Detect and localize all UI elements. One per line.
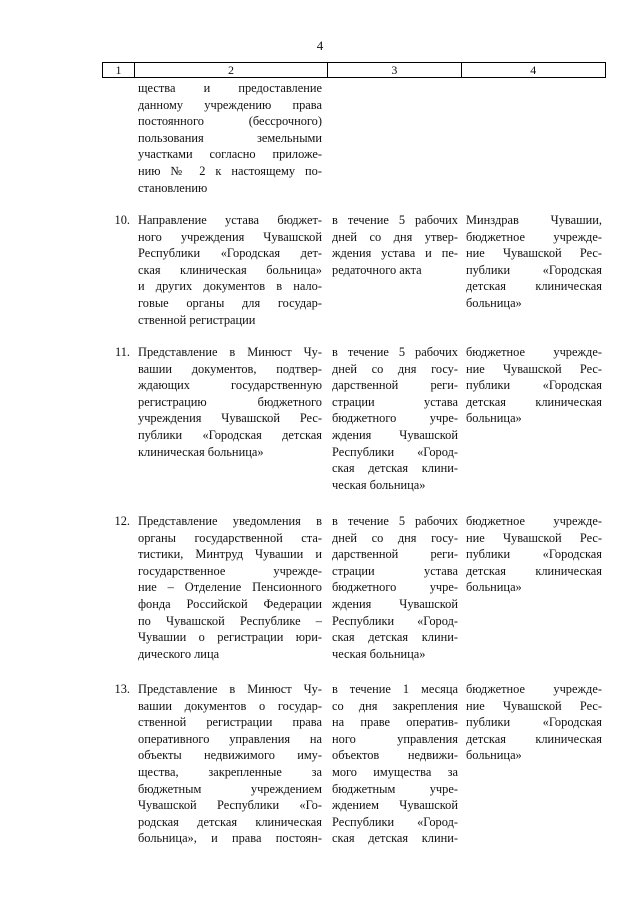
text-line: данному учреждению права bbox=[138, 97, 322, 112]
row-responsible bbox=[466, 681, 602, 764]
text-line: ние Чувашской Рес- bbox=[466, 530, 602, 545]
row-number: 12. bbox=[114, 514, 130, 528]
row-deadline bbox=[332, 212, 458, 278]
text-line: в течение 5 рабочих bbox=[332, 213, 458, 227]
text-line: пользования земельными bbox=[138, 130, 322, 145]
text-line: ская клиническая больница» bbox=[138, 262, 322, 277]
text-line: публики «Городская bbox=[466, 715, 602, 730]
text-line: больница», и права постоян- bbox=[138, 831, 322, 846]
text-line: публики «Городская bbox=[466, 378, 602, 393]
text-line: объектов недвижи- bbox=[332, 748, 458, 763]
text-line: детская клиническая bbox=[466, 279, 602, 294]
text-line: фонда Российской Федерации bbox=[138, 596, 322, 611]
text-line: щества, закрепленные за bbox=[138, 764, 322, 779]
text-line: говые органы для государ- bbox=[138, 295, 322, 310]
text-line: публики «Городская bbox=[466, 547, 602, 562]
row-deadline bbox=[332, 681, 458, 847]
text-line: ние Чувашской Рес- bbox=[466, 361, 602, 376]
text-line: ственной регистрации bbox=[138, 312, 256, 327]
row-responsible bbox=[466, 212, 602, 312]
text-line: Республики «Город- bbox=[332, 444, 458, 459]
text-line: дней со дня госу- bbox=[332, 361, 458, 376]
row-number: 11. bbox=[114, 345, 130, 359]
row-deadline bbox=[332, 344, 458, 493]
header-col-1: 1 bbox=[103, 63, 135, 77]
text-line: больница» bbox=[466, 295, 522, 310]
text-line: Чувашской Республики «Го- bbox=[138, 798, 322, 813]
text-line: родская детская клиническая bbox=[138, 814, 322, 829]
text-line: Минздрав Чувашии, bbox=[466, 213, 602, 227]
text-line: постоянного (бессрочного) bbox=[138, 114, 322, 129]
text-line: на праве оператив- bbox=[332, 715, 458, 730]
row-responsible bbox=[466, 513, 602, 596]
row-number: 13. bbox=[114, 682, 130, 696]
text-line: по Чувашской Республике – bbox=[138, 613, 322, 628]
row-deadline bbox=[332, 513, 458, 662]
text-line: ние Чувашской Рес- bbox=[466, 698, 602, 713]
text-line: редаточного акта bbox=[332, 262, 422, 277]
text-line: Республики «Городская дет- bbox=[138, 246, 322, 261]
text-line: детская клиническая bbox=[466, 563, 602, 578]
text-line: публики «Городская bbox=[466, 262, 602, 277]
text-line: больница» bbox=[466, 580, 522, 595]
text-line: дарственной реги- bbox=[332, 547, 458, 562]
row-description bbox=[138, 212, 322, 328]
text-line: в течение 5 рабочих bbox=[332, 514, 458, 528]
text-line: со дня закрепления bbox=[332, 698, 458, 713]
text-line: учреждения Чувашской Рес- bbox=[138, 411, 322, 426]
text-line: Чувашии о регистрации юри- bbox=[138, 630, 322, 645]
continuation-description bbox=[138, 80, 322, 196]
text-line: страции устава bbox=[332, 563, 458, 578]
text-line: мого имущества за bbox=[332, 764, 458, 779]
text-line: нию № 2 к настоящему по- bbox=[138, 163, 322, 178]
text-line: органы государственной ста- bbox=[138, 530, 322, 545]
text-line: становлению bbox=[138, 180, 208, 195]
text-line: ская детская клини- bbox=[332, 630, 458, 645]
text-line: дарственной реги- bbox=[332, 378, 458, 393]
row-description bbox=[138, 344, 322, 460]
header-col-2: 2 bbox=[135, 63, 328, 77]
text-line: Республики «Город- bbox=[332, 613, 458, 628]
text-line: ждающих государственную bbox=[138, 378, 322, 393]
text-line: Представление в Минюст Чу- bbox=[138, 682, 322, 696]
text-line: ская детская клини- bbox=[332, 831, 458, 846]
text-line: детская клиническая bbox=[466, 394, 602, 409]
text-line: ческая больница» bbox=[332, 646, 426, 661]
text-line: вашии документов, подтвер- bbox=[138, 361, 322, 376]
text-line: бюджетным учреждением bbox=[138, 781, 322, 796]
text-line: тистики, Минтруд Чувашии и bbox=[138, 547, 322, 562]
text-line: бюджетное учрежде- bbox=[466, 514, 602, 528]
text-line: ние Чувашской Рес- bbox=[466, 246, 602, 261]
text-line: страции устава bbox=[332, 394, 458, 409]
text-line: ждения Чувашской bbox=[332, 596, 458, 611]
text-line: дического лица bbox=[138, 646, 220, 661]
text-line: больница» bbox=[466, 748, 522, 763]
text-line: бюджетного учре- bbox=[332, 411, 458, 426]
text-line: бюджетного учре- bbox=[332, 580, 458, 595]
text-line: ская детская клини- bbox=[332, 461, 458, 476]
text-line: клиническая больница» bbox=[138, 444, 264, 459]
text-line: ждения устава и пе- bbox=[332, 246, 458, 261]
row-description bbox=[138, 681, 322, 847]
page-number: 4 bbox=[316, 38, 324, 53]
text-line: детская клиническая bbox=[466, 731, 602, 746]
text-line: Республики «Город- bbox=[332, 814, 458, 829]
table-header-row bbox=[102, 62, 606, 78]
text-line: Направление устава бюджет- bbox=[138, 213, 322, 227]
row-responsible bbox=[466, 344, 602, 427]
text-line: и других документов в нало- bbox=[138, 279, 322, 294]
header-col-3: 3 bbox=[328, 63, 461, 77]
text-line: в течение 1 месяца bbox=[332, 682, 458, 696]
text-line: бюджетным учре- bbox=[332, 781, 458, 796]
text-line: государственное учрежде- bbox=[138, 563, 322, 578]
header-col-4: 4 bbox=[530, 63, 537, 77]
text-line: ждения Чувашской bbox=[332, 427, 458, 442]
row-number: 10. bbox=[114, 213, 130, 227]
text-line: участками согласно приложе- bbox=[138, 147, 322, 162]
text-line: бюджетное учрежде- bbox=[466, 345, 602, 359]
text-line: ческая больница» bbox=[332, 477, 426, 492]
text-line: дней со дня утвер- bbox=[332, 229, 458, 244]
text-line: больница» bbox=[466, 411, 522, 426]
text-line: щества и предоставление bbox=[138, 81, 322, 95]
text-line: публики «Городская детская bbox=[138, 427, 322, 442]
text-line: Представление уведомления в bbox=[138, 514, 322, 528]
text-line: ждением Чувашской bbox=[332, 798, 458, 813]
text-line: ние – Отделение Пенсионного bbox=[138, 580, 322, 595]
text-line: объекты недвижимого иму- bbox=[138, 748, 322, 763]
text-line: бюджетное учрежде- bbox=[466, 682, 602, 696]
text-line: в течение 5 рабочих bbox=[332, 345, 458, 359]
text-line: ного управления bbox=[332, 731, 458, 746]
text-line: Представление в Минюст Чу- bbox=[138, 345, 322, 359]
text-line: регистрацию бюджетного bbox=[138, 394, 322, 409]
text-line: ственной регистрации права bbox=[138, 715, 322, 730]
text-line: бюджетное учрежде- bbox=[466, 229, 602, 244]
text-line: оперативного управления на bbox=[138, 731, 322, 746]
text-line: ного учреждения Чувашской bbox=[138, 229, 322, 244]
row-description bbox=[138, 513, 322, 662]
text-line: вашии документов о государ- bbox=[138, 698, 322, 713]
text-line: дней со дня госу- bbox=[332, 530, 458, 545]
